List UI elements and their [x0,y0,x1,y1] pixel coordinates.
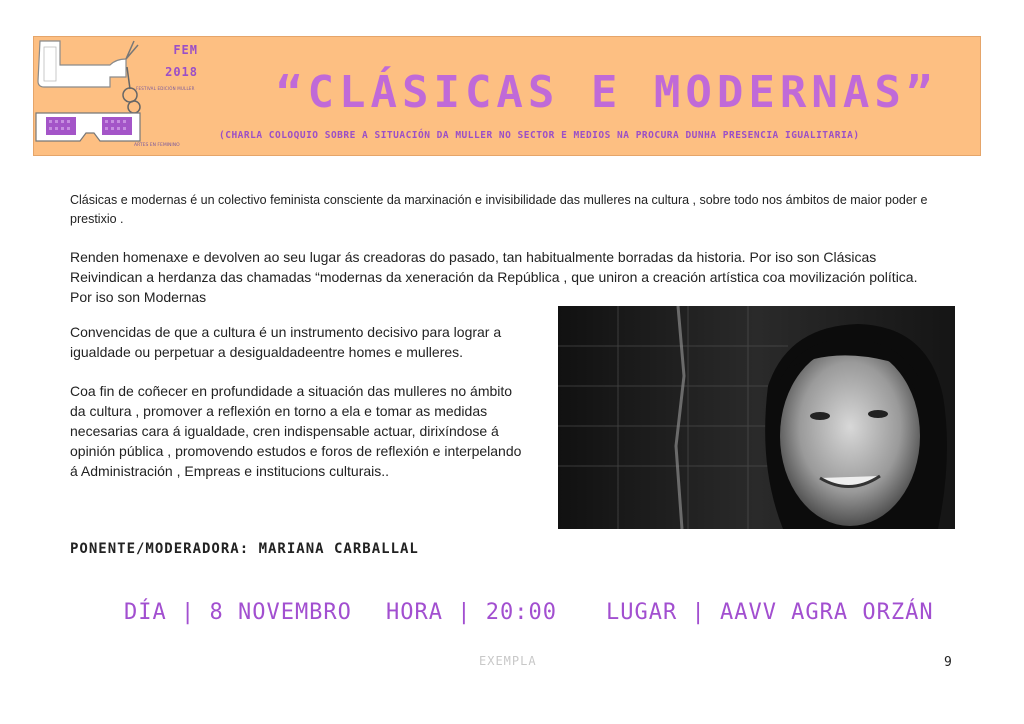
event-time: HORA | 20:00 [386,600,557,625]
paragraph-culture: Convencidas de que a cultura é un instrumento decisivo para lograr a igualdade ou perpetuar a desigualdadeentre homes e mulleres. [70,324,502,360]
paragraph-goals: Coa fin de coñecer en profundidade a situación das mulleres no ámbito da cultura , promover a reflexión en torno a ela e tomar as medidas necesarias cara á igualdade, cren indispensable actuar, dirixíndose á opinión pública , promovendo estudos e foros de reflexión e interpelando á Administración , Empreas e institucions culturais.. [70,383,522,479]
paragraph-homage: Renden homenaxe e devolven ao seu lugar ás creadoras do pasado, tan habitualmente borradas da historia. Por iso son Clásicas Reivindican a herdanza das chamadas “modernas da xeneración da República , que uniron a creación artística coa movilización política. Por iso son Modernas [70,249,918,305]
page-number: 9 [944,655,952,670]
logo-fem-text: FEM [173,43,198,57]
event-date: DÍA | 8 NOVEMBRO [124,600,352,625]
event-location: LUGAR | AAVV AGRA ORZÁN [606,600,934,625]
logo-festival-text: FESTIVAL EDICIÓN MULLER [136,86,195,91]
logo-year-text: 2018 [165,65,198,79]
page-title: “CLÁSICAS E MODERNAS” [276,67,938,118]
logo-artes-text: ARTES EN FEMININO [134,143,180,148]
ponente-moderadora: PONENTE/MODERADORA: MARIANA CARBALLAL [70,541,419,557]
footer-brand: EXEMPLA [479,654,537,668]
header-banner [33,36,981,156]
page-subtitle: (CHARLA COLOQUIO SOBRE A SITUACIÓN DA MULLER NO SECTOR E MEDIOS NA PROCURA DUNHA PRESENCIA IGUALITARIA) [219,130,860,141]
paragraph-intro: Clásicas e modernas é un colectivo feminista consciente da marxinación e invisibilidade das mulleres na cultura , sobre todo nos ámbitos de maior poder e prestixio . [70,193,928,226]
speaker-photo [558,306,955,529]
